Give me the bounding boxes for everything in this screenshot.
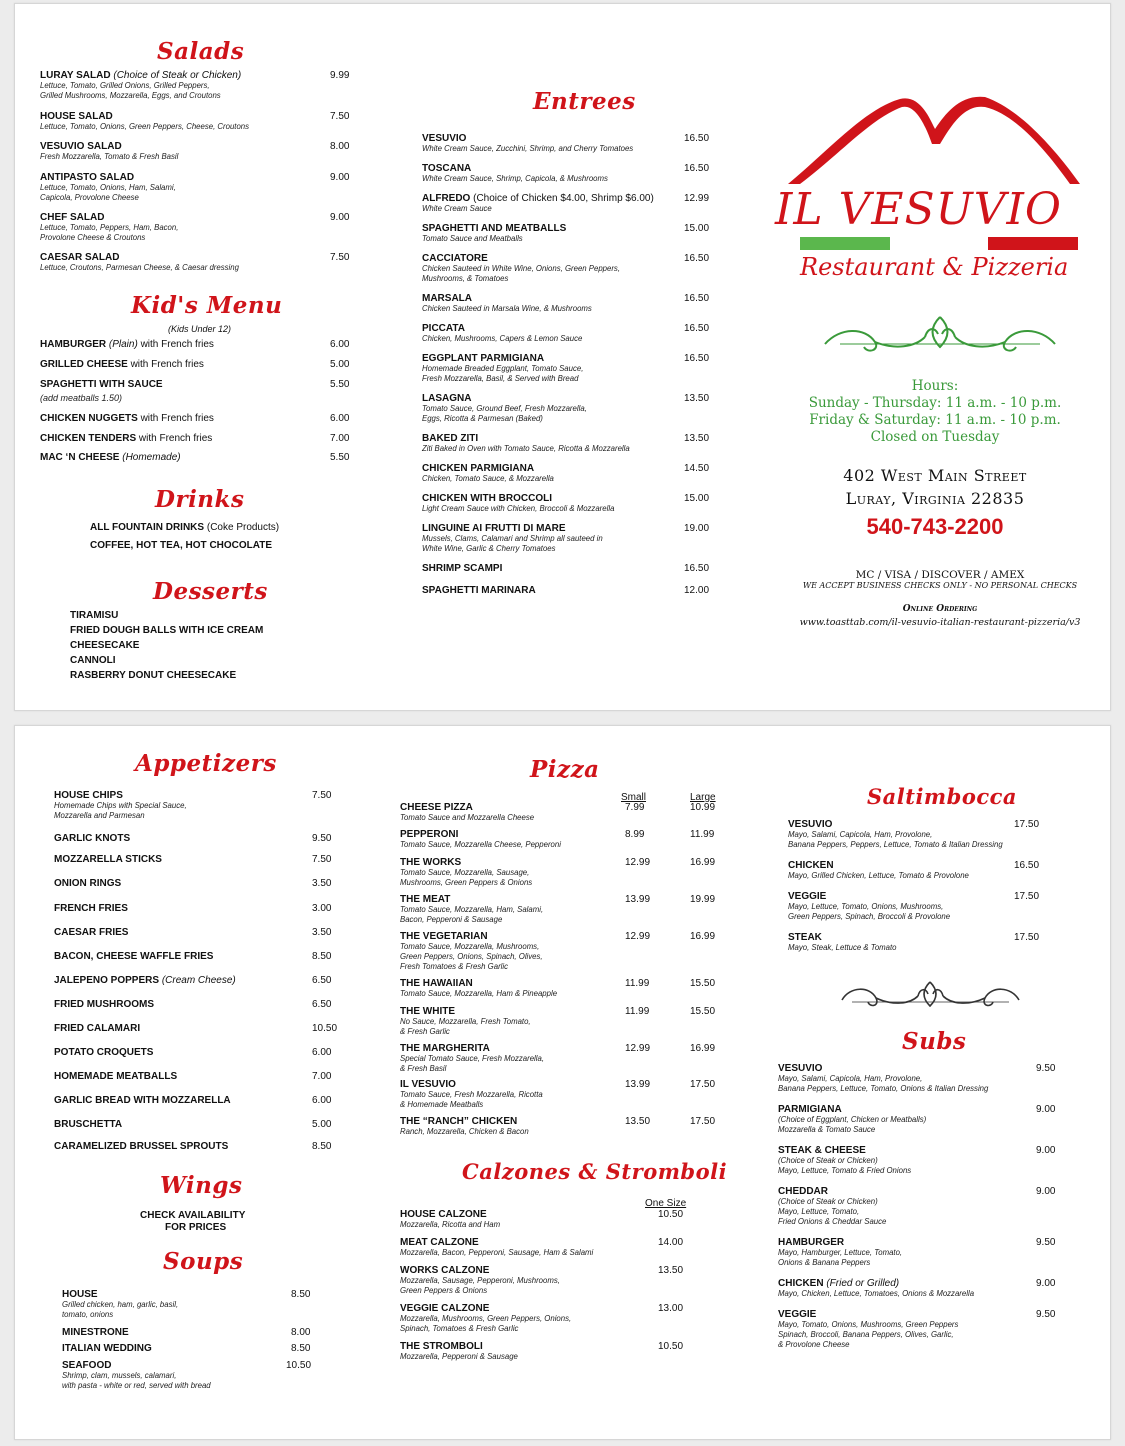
menu-item: FRIED CALAMARI 10.50 <box>54 1023 338 1034</box>
menu-item: CHEESE PIZZA Tomato Sauce and Mozzarella Cheese 7.99 10.99 <box>400 802 716 822</box>
menu-item: THE WHITE No Sauce, Mozzarella, Fresh Tomato, & Fresh Garlic 11.99 15.50 <box>400 1006 716 1036</box>
brand-name: IL VESUVIO <box>775 184 1062 235</box>
menu-item: THE VEGETARIAN Tomato Sauce, Mozzarella, Mushrooms, Green Peppers, Onions, Spinach, Olives, Fresh Tomatoes & Fresh Garlic 12.99 16.99 <box>400 931 716 971</box>
black-ornament-icon <box>838 978 1023 1012</box>
menu-item: CHEDDAR (Choice of Steak or Chicken) Mayo, Lettuce, Tomato, Fried Onions & Cheddar Sauce 9.00 <box>778 1186 1056 1226</box>
wings-line-2: FOR PRICES <box>165 1222 227 1233</box>
menu-item: HOUSE Grilled chicken, ham, garlic, basil, tomato, onions 8.50 <box>62 1289 311 1319</box>
menu-item: HAMBURGER (Plain) with French fries 6.00 <box>40 339 350 350</box>
menu-item: CHEF SALAD Lettuce, Tomato, Peppers, Ham, Bacon, Provolone Cheese & Croutons 9.00 <box>40 212 350 242</box>
menu-item: TOSCANA White Cream Sauce, Shrimp, Capicola, & Mushrooms 16.50 <box>422 163 710 183</box>
wings-line-1: CHECK AVAILABILITY <box>140 1210 246 1221</box>
kids-subtitle: (Kids Under 12) <box>168 324 232 334</box>
menu-item: HOUSE CALZONE Mozzarella, Ricotta and Ham 10.50 <box>400 1209 684 1229</box>
menu-item: STEAK Mayo, Steak, Lettuce & Tomato 17.50 <box>788 932 1040 952</box>
menu-item: PARMIGIANA (Choice of Eggplant, Chicken or Meatballs) Mozzarella & Tomato Sauce 9.00 <box>778 1104 1056 1134</box>
menu-item: MOZZARELLA STICKS 7.50 <box>54 854 332 865</box>
desserts-heading: Desserts <box>153 578 268 605</box>
menu-item: SPAGHETTI MARINARA 12.00 <box>422 585 710 596</box>
menu-item: MINESTRONE 8.00 <box>62 1327 311 1338</box>
menu-item: HOMEMADE MEATBALLS 7.00 <box>54 1071 332 1082</box>
address-line-2: Luray, Virginia 22835 <box>845 489 1025 508</box>
menu-item: CAESAR FRIES 3.50 <box>54 927 332 938</box>
brand-tagline: Restaurant & Pizzeria <box>800 253 1069 281</box>
menu-item: LASAGNA Tomato Sauce, Ground Beef, Fresh Mozzarella, Eggs, Ricotta & Parmesan (Baked) 13.50 <box>422 393 710 423</box>
hours-title: Hours: <box>911 378 959 394</box>
menu-item: THE STROMBOLI Mozzarella, Pepperoni & Sausage 10.50 <box>400 1341 684 1361</box>
menu-item: PICCATA Chicken, Mushrooms, Capers & Lemon Sauce 16.50 <box>422 323 710 343</box>
menu-item: CHICKEN NUGGETS with French fries 6.00 <box>40 413 350 424</box>
menu-item: LINGUINE AI FRUTTI DI MARE Mussels, Clams, Calamari and Shrimp all sauteed in White Wine, Garlic & Cherry Tomatoes 19.00 <box>422 523 710 553</box>
menu-item: STEAK & CHEESE (Choice of Steak or Chicken) Mayo, Lettuce, Tomato & Fried Onions 9.00 <box>778 1145 1056 1175</box>
italian-flag-bar <box>800 237 1078 250</box>
hours-block <box>785 378 1085 446</box>
menu-item: CHICKEN WITH BROCCOLI Light Cream Sauce with Chicken, Broccoli & Mozzarella 15.00 <box>422 493 710 513</box>
menu-item: CHICKEN Mayo, Grilled Chicken, Lettuce, Tomato & Provolone 16.50 <box>788 860 1040 880</box>
menu-item: WORKS CALZONE Mozzarella, Sausage, Pepperoni, Mushrooms, Green Peppers & Onions 13.50 <box>400 1265 684 1295</box>
restaurant-logo <box>770 89 1100 281</box>
mountain-logo-icon <box>770 89 1100 184</box>
menu-item: MEAT CALZONE Mozzarella, Bacon, Pepperoni, Sausage, Ham & Salami 14.00 <box>400 1237 684 1257</box>
hours-line: Sunday - Thursday: 11 a.m. - 10 p.m. <box>808 395 1062 411</box>
menu-item: IL VESUVIO Tomato Sauce, Fresh Mozzarella, Ricotta & Homemade Meatballs 13.99 17.50 <box>400 1079 716 1109</box>
subs-heading: Subs <box>902 1028 967 1055</box>
menu-item: GARLIC BREAD WITH MOZZARELLA 6.00 <box>54 1095 332 1106</box>
menu-item: ONION RINGS 3.50 <box>54 878 332 889</box>
entrees-heading: Entrees <box>533 88 636 115</box>
menu-item: JALEPENO POPPERS (Cream Cheese) 6.50 <box>54 975 332 986</box>
menu-item: MAC ‘N CHEESE (Homemade) 5.50 <box>40 452 350 463</box>
menu-item: CHICKEN (Fried or Grilled) Mayo, Chicken, Lettuce, Tomatoes, Onions & Mozzarella 9.00 <box>778 1278 1056 1298</box>
pizza-heading: Pizza <box>530 756 600 783</box>
menu-item: VEGGIE Mayo, Lettuce, Tomato, Onions, Mushrooms, Green Peppers, Spinach, Broccoli & Provolone 17.50 <box>788 891 1040 921</box>
calzones-size-header: One Size <box>645 1198 687 1209</box>
menu-item: GRILLED CHEESE with French fries 5.00 <box>40 359 350 370</box>
menu-item: VESUVIO Mayo, Salami, Capicola, Ham, Provolone, Banana Peppers, Lettuce, Tomato, Onions & Italian Dressing 9.50 <box>778 1063 1056 1093</box>
drinks-line-2: COFFEE, HOT TEA, HOT CHOCOLATE <box>90 540 273 551</box>
menu-item: SPAGHETTI AND MEATBALLS Tomato Sauce and Meatballs 15.00 <box>422 223 710 243</box>
menu-item: CHICKEN PARMIGIANA Chicken, Tomato Sauce, & Mozzarella 14.50 <box>422 463 710 483</box>
menu-item: THE MARGHERITA Special Tomato Sauce, Fresh Mozzarella, & Fresh Basil 12.99 16.99 <box>400 1043 716 1073</box>
dessert-item: CANNOLI <box>70 655 116 666</box>
menu-item: THE WORKS Tomato Sauce, Mozzarella, Sausage, Mushrooms, Green Peppers & Onions 12.99 16.99 <box>400 857 716 887</box>
menu-item: ANTIPASTO SALAD Lettuce, Tomato, Onions, Ham, Salami, Capicola, Provolone Cheese 9.00 <box>40 172 350 202</box>
green-ornament-icon <box>820 312 1060 357</box>
address-block <box>785 464 1085 510</box>
menu-item: ALFREDO (Choice of Chicken $4.00, Shrimp $6.00) White Cream Sauce 12.99 <box>422 193 710 213</box>
hours-line: Friday & Saturday: 11 a.m. - 10 p.m. <box>809 412 1061 428</box>
dessert-item: FRIED DOUGH BALLS WITH ICE CREAM <box>70 625 264 636</box>
payment-cards: MC / VISA / DISCOVER / AMEX <box>855 569 1025 581</box>
menu-item: VESUVIO White Cream Sauce, Zucchini, Shrimp, and Cherry Tomatoes 16.50 <box>422 133 710 153</box>
salads-heading: Salads <box>157 38 245 65</box>
menu-item: GARLIC KNOTS 9.50 <box>54 833 332 844</box>
menu-item: VESUVIO SALAD Fresh Mozzarella, Tomato & Fresh Basil 8.00 <box>40 141 350 161</box>
pizza-small-header: Small <box>621 792 647 803</box>
dessert-item: CHEESECAKE <box>70 640 140 651</box>
checks-policy: WE ACCEPT BUSINESS CHECKS ONLY - NO PERSONAL CHECKS <box>802 581 1078 590</box>
dessert-item: RASBERRY DONUT CHEESECAKE <box>70 670 237 681</box>
menu-item: HOUSE SALAD Lettuce, Tomato, Onions, Green Peppers, Cheese, Croutons 7.50 <box>40 111 350 131</box>
calzones-heading: Calzones & Stromboli <box>462 1159 728 1184</box>
online-ordering-title: Online Ordering <box>902 604 978 614</box>
menu-page-back <box>14 725 1111 1440</box>
saltimbocca-heading: Saltimbocca <box>867 784 1018 809</box>
drinks-line-1: ALL FOUNTAIN DRINKS (Coke Products) <box>90 522 280 533</box>
menu-item: PEPPERONI Tomato Sauce, Mozzarella Cheese, Pepperoni 8.99 11.99 <box>400 829 715 849</box>
menu-item: BAKED ZITI Ziti Baked in Oven with Tomato Sauce, Ricotta & Mozzarella 13.50 <box>422 433 710 453</box>
online-ordering-url[interactable]: www.toasttab.com/il-vesuvio-italian-restaurant-pizzeria/v3 <box>799 617 1081 628</box>
menu-item: HOUSE CHIPS Homemade Chips with Special Sauce, Mozzarella and Parmesan 7.50 <box>54 790 332 820</box>
menu-item: THE MEAT Tomato Sauce, Mozzarella, Ham, Salami, Bacon, Pepperoni & Sausage 13.99 19.99 <box>400 894 716 924</box>
menu-item: HAMBURGER Mayo, Hamburger, Lettuce, Tomato, Onions & Banana Peppers 9.50 <box>778 1237 1056 1267</box>
menu-item: CACCIATORE Chicken Sauteed in White Wine, Onions, Green Peppers, Mushrooms, & Tomatoes 16.50 <box>422 253 710 283</box>
menu-item: CARAMELIZED BRUSSEL SPROUTS 8.50 <box>54 1141 332 1152</box>
menu-item: SPAGHETTI WITH SAUCE (add meatballs 1.50) 5.50 <box>40 379 350 403</box>
hours-line: Closed on Tuesday <box>870 429 1000 445</box>
pizza-large-header: Large <box>690 792 716 803</box>
soups-heading: Soups <box>163 1248 244 1275</box>
kids-menu-heading: Kid's Menu <box>131 292 283 319</box>
menu-item: VEGGIE Mayo, Tomato, Onions, Mushrooms, Green Peppers Spinach, Broccoli, Banana Peppers, Olives, Garlic, & Provolone Cheese 9.50 <box>778 1309 1056 1349</box>
menu-item: SEAFOOD Shrimp, clam, mussels, calamari, with pasta - white or red, served with bread 10.50 <box>62 1360 312 1390</box>
menu-item: MARSALA Chicken Sauteed in Marsala Wine, & Mushrooms 16.50 <box>422 293 710 313</box>
menu-item: BACON, CHEESE WAFFLE FRIES 8.50 <box>54 951 332 962</box>
dessert-item: TIRAMISU <box>70 610 119 621</box>
menu-item: BRUSCHETTA 5.00 <box>54 1119 332 1130</box>
menu-item: FRIED MUSHROOMS 6.50 <box>54 999 332 1010</box>
menu-page-front <box>14 3 1111 711</box>
menu-item: SHRIMP SCAMPI 16.50 <box>422 563 710 574</box>
phone-number: 540-743-2200 <box>866 514 1004 539</box>
menu-item: VESUVIO Mayo, Salami, Capicola, Ham, Provolone, Banana Peppers, Peppers, Lettuce, Tomato & Italian Dressing 17.50 <box>788 819 1040 849</box>
menu-item: ITALIAN WEDDING 8.50 <box>62 1343 311 1354</box>
menu-item: THE HAWAIIAN Tomato Sauce, Mozzarella, Ham & Pineapple 11.99 15.50 <box>400 978 716 998</box>
address-line-1: 402 West Main Street <box>843 466 1027 485</box>
wings-heading: Wings <box>160 1172 243 1199</box>
menu-item: CAESAR SALAD Lettuce, Croutons, Parmesan Cheese, & Caesar dressing 7.50 <box>40 252 350 272</box>
menu-item: FRENCH FRIES 3.00 <box>54 903 332 914</box>
menu-item: CHICKEN TENDERS with French fries 7.00 <box>40 433 350 444</box>
drinks-heading: Drinks <box>155 486 245 513</box>
menu-item: VEGGIE CALZONE Mozzarella, Mushrooms, Green Peppers, Onions, Spinach, Tomatoes & Fresh Garlic 13.00 <box>400 1303 684 1333</box>
menu-item: EGGPLANT PARMIGIANA Homemade Breaded Eggplant, Tomato Sauce, Fresh Mozzarella, Basil, & Served with Bread 16.50 <box>422 353 710 383</box>
menu-item: POTATO CROQUETS 6.00 <box>54 1047 332 1058</box>
menu-item: THE “RANCH” CHICKEN Ranch, Mozzarella, Chicken & Bacon 13.50 17.50 <box>400 1116 716 1136</box>
appetizers-heading: Appetizers <box>135 750 277 777</box>
menu-item: LURAY SALAD (Choice of Steak or Chicken) Lettuce, Tomato, Grilled Onions, Grilled Peppers, Grilled Mushrooms, Mozzarella, Eggs, and Croutons 9.99 <box>40 70 350 100</box>
